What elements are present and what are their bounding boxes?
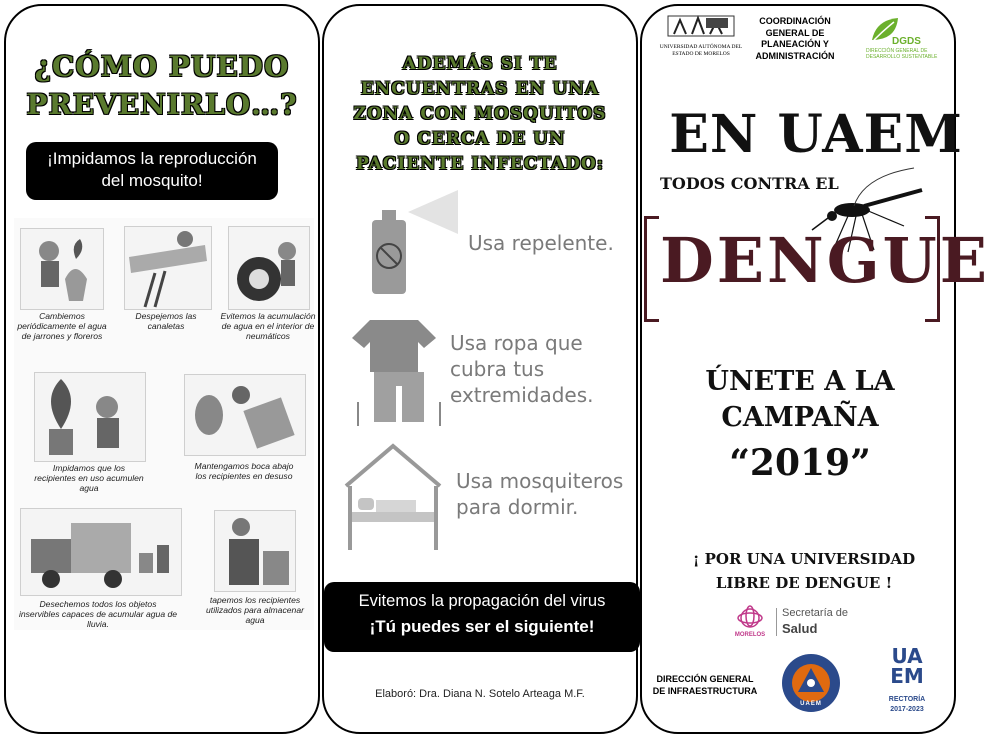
morelos-label: MORELOS (734, 632, 766, 638)
slogan-line2: LIBRE DE DENGUE ! (715, 574, 893, 592)
infrastructure-label: DIRECCIÓN GENERAL DE INFRAESTRUCTURA (652, 674, 758, 696)
reproduction-banner: ¡Impidamos la reproducción del mosquito! (26, 142, 278, 200)
vase-illustration (20, 228, 104, 310)
caption-5: Mantengamos boca abajo los recipientes en desuso (194, 461, 294, 481)
uaem-caption: UNIVERSIDAD AUTÓNOMA DEL ESTADO DE MORELOS (659, 44, 743, 57)
panel-protection (322, 4, 638, 734)
banner-line1: Evitemos la propagación del virus (358, 592, 606, 610)
rectoria-years: 2017-2023 (890, 706, 924, 713)
title-line2: PREVENIRLO…? (26, 88, 298, 121)
gutter-illustration (124, 226, 212, 310)
morelos-flower-icon (734, 604, 766, 632)
uaem-logo: UA EM (890, 644, 924, 688)
uaem-crest-icon (666, 12, 736, 38)
title-line1: ¿CÓMO PUEDO (34, 50, 290, 83)
mosquito-net-icon (338, 442, 448, 554)
tip-repellent: Usa repelente. (468, 231, 614, 255)
dgds-name: DIRECCIÓN GENERAL DE DESARROLLO SUSTENTABLE (866, 48, 938, 60)
dengue-frame (644, 216, 990, 328)
author-credit: Elaboró: Dra. Diana N. Sotelo Arteaga M.F. (375, 688, 585, 700)
seal-text: UAEM (800, 701, 822, 707)
dengue-word: DENGUE (660, 224, 990, 297)
caption-1: Cambiemos periódicamente el agua de jarrones y floreros (17, 311, 107, 341)
propagation-banner (324, 582, 640, 652)
campaign-year: “2019” (729, 442, 871, 484)
dgds-abbr: DGDS (892, 36, 921, 47)
campaign-subtitle: TODOS CONTRA EL (660, 174, 839, 193)
middle-heading: ADEMÁS SI TE ENCUENTRAS EN UNA ZONA CON MOSQUITOS O CERCA DE UN PACIENTE INFECTADO: (353, 54, 607, 174)
prevention-illustrations (14, 218, 314, 630)
campaign-title: EN UAEM (669, 104, 963, 165)
coordination-label: COORDINACIÓN GENERAL DE PLANEACIÓN Y ADMINISTRACIÓN (755, 16, 835, 62)
rectoria-label: RECTORÍA (888, 696, 926, 703)
plant-illustration (34, 372, 146, 462)
caption-4: Impidamos que los recipientes en uso acumulen agua (34, 463, 144, 493)
containers-illustration (184, 374, 306, 456)
panel-prevention (4, 4, 320, 734)
caption-3: Evitemos la acumulación de agua en el interior de neumáticos (220, 311, 316, 341)
caption-6: Desechemos todos los objetos inservibles capaces de acumular agua de lluvia. (18, 599, 178, 629)
join-line2: CAMPAÑA (721, 402, 879, 433)
caption-7: tapemos los recipientes utilizados para almacenar agua (206, 595, 304, 625)
secretaria-line1: Secretaría de (782, 607, 849, 619)
tip-clothing: Usa ropa que cubra tus extremidades. (450, 331, 594, 407)
tire-illustration (228, 226, 310, 310)
barrels-illustration (214, 510, 296, 592)
banner-line2: ¡Tú puedes ser el siguiente! (369, 617, 595, 636)
secretaria-line2: Salud (782, 621, 818, 636)
panel-campaign (640, 4, 990, 734)
caption-2: Despejemos las canaletas (135, 311, 197, 331)
slogan-line1: ¡ POR UNA UNIVERSIDAD (692, 550, 916, 568)
clothing-icon (344, 314, 454, 438)
truck-illustration (20, 508, 182, 596)
tip-mosquito-net: Usa mosquiteros para dormir. (456, 469, 624, 519)
repellent-icon (348, 188, 478, 298)
join-line1: ÚNETE A LA (705, 366, 895, 397)
